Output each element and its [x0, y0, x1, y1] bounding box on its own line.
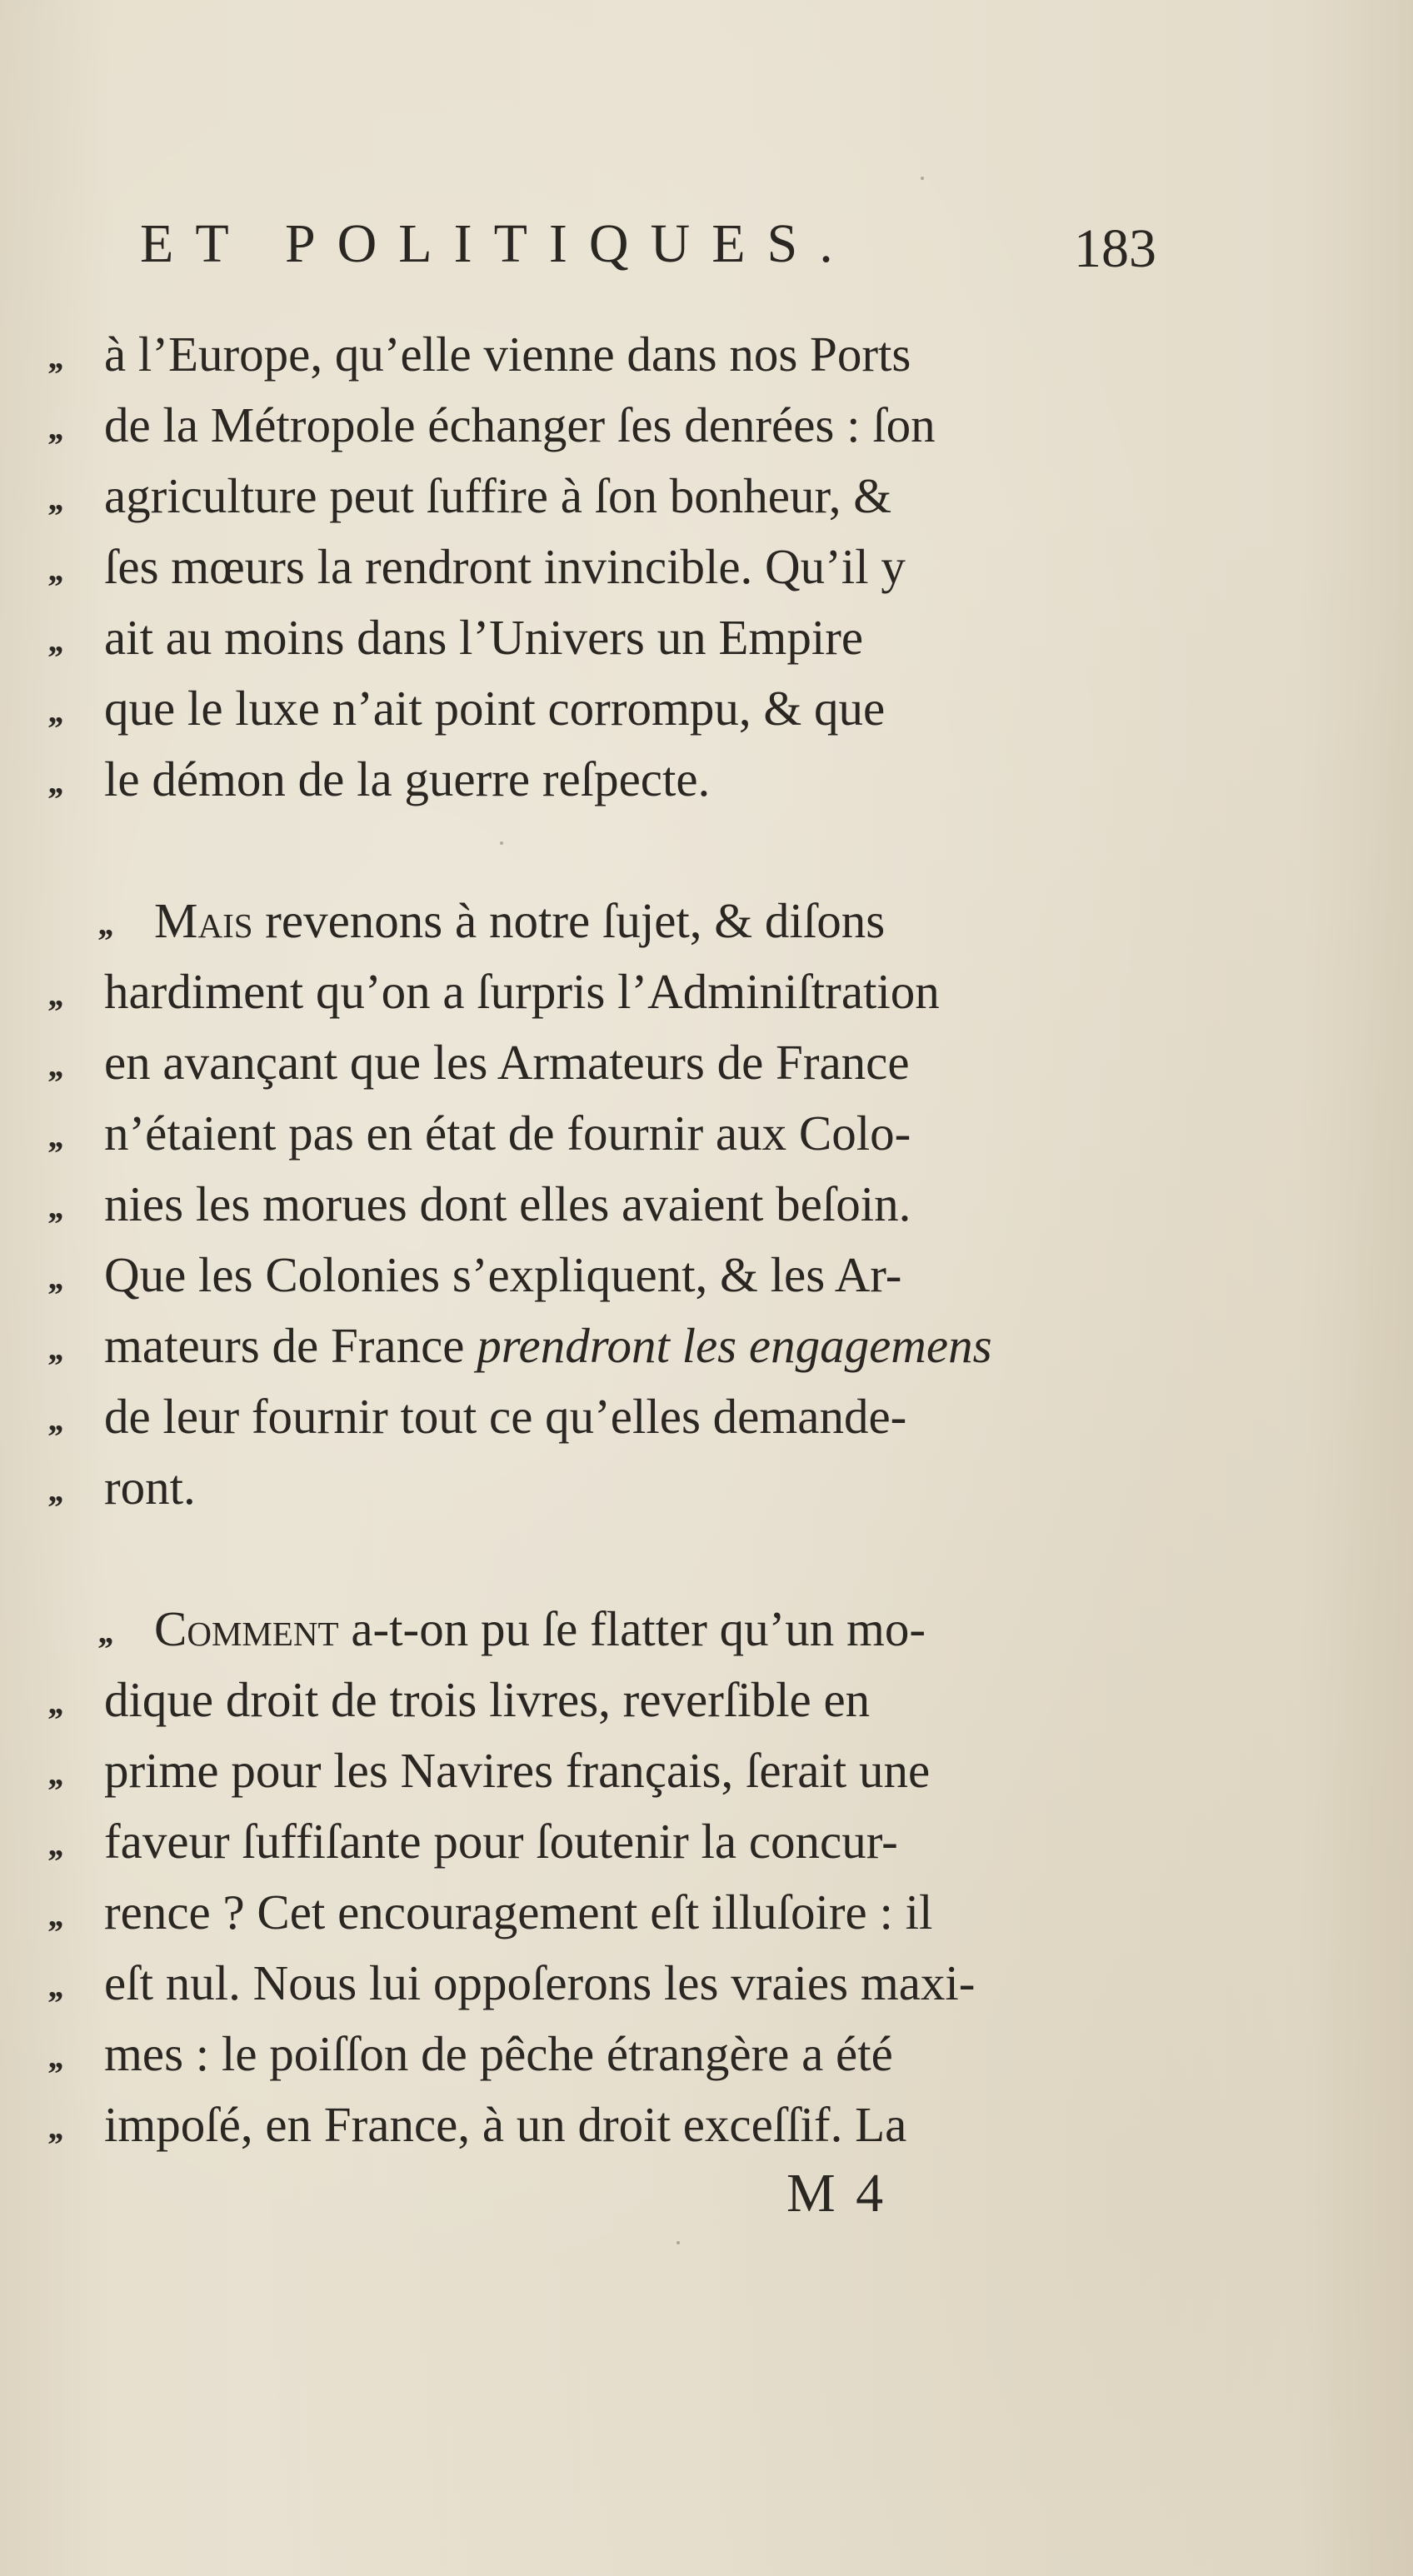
line-text — [104, 1945, 975, 2020]
text-line — [48, 529, 1215, 604]
quotation-mark: ,, — [48, 1471, 62, 1509]
quotation-mark: ,, — [48, 1400, 62, 1438]
text-line — [48, 1875, 1215, 1949]
line-text — [104, 1662, 870, 1737]
line-text — [104, 1166, 911, 1241]
line-text — [104, 1804, 898, 1879]
quotation-mark: ,, — [48, 763, 62, 801]
italic-phrase: prendront les engagemens — [477, 1318, 992, 1373]
small-caps-word: Mais — [154, 893, 253, 948]
quotation-mark: ,, — [48, 1896, 62, 1934]
quotation-mark: ,, — [48, 1825, 62, 1863]
quotation-mark: ,, — [48, 1967, 62, 2004]
text-line — [98, 883, 1265, 958]
text-line — [48, 600, 1215, 675]
quotation-mark: ,, — [48, 551, 62, 588]
page-header — [140, 207, 1156, 282]
line-text — [154, 1591, 926, 1666]
text-line — [48, 1379, 1215, 1454]
text-line — [48, 1308, 1215, 1383]
line-text — [104, 1025, 910, 1100]
text-run: n’étaient pas en état de fournir aux Colo- — [104, 1106, 911, 1161]
text-line — [48, 954, 1215, 1029]
text-run: de la Métropole échanger ſes denrées : ſon — [104, 397, 936, 452]
line-text — [104, 387, 936, 462]
line-text — [104, 1237, 901, 1312]
quotation-mark: ,, — [48, 1259, 62, 1296]
text-line — [48, 1804, 1215, 1879]
text-line — [48, 317, 1215, 392]
catchword: M 4 — [786, 2163, 887, 2224]
quotation-mark: ,, — [98, 905, 112, 942]
text-run: nies les morues dont elles avaient beſoin. — [104, 1176, 911, 1231]
quotation-mark: ,, — [48, 480, 62, 517]
line-text — [104, 1875, 932, 1949]
text-line — [48, 458, 1215, 533]
quotation-mark: ,, — [48, 1117, 62, 1155]
running-title: ET POLITIQUES. — [140, 213, 855, 274]
text-line — [98, 1591, 1265, 1666]
text-run: revenons à notre ſujet, & diſons — [252, 893, 886, 948]
text-run: mes : le poiſſon de pêche étrangère a été — [104, 2026, 893, 2081]
text-run: dique droit de trois livres, reverſible en — [104, 1672, 871, 1727]
line-text — [104, 1379, 906, 1454]
line-text — [104, 1450, 196, 1525]
text-run: faveur ſuffiſante pour ſoutenir la concur- — [104, 1814, 898, 1869]
line-text — [104, 1308, 992, 1383]
quotation-mark: ,, — [48, 1188, 62, 1226]
text-line — [48, 1450, 1215, 1525]
line-text — [154, 883, 885, 958]
line-text — [104, 1096, 911, 1171]
text-run: rence ? Cet encouragement eſt illuſoire : il — [104, 1885, 933, 1939]
line-text — [104, 458, 891, 533]
text-run: ſes mœurs la rendront invincible. Qu’il y — [104, 539, 906, 594]
text-line — [48, 387, 1215, 462]
text-line — [48, 1096, 1215, 1171]
page-number: 183 — [1074, 218, 1156, 279]
text-run: agriculture peut ſuffire à ſon bonheur, & — [104, 468, 892, 523]
text-line — [48, 1945, 1215, 2020]
line-text — [104, 2016, 893, 2091]
text-run: en avançant que les Armateurs de France — [104, 1035, 910, 1090]
line-text — [104, 741, 710, 816]
text-run: eſt nul. Nous lui oppoſerons les vraies maxi- — [104, 1955, 976, 2010]
quotation-mark: ,, — [48, 338, 62, 376]
quotation-mark: ,, — [48, 692, 62, 730]
text-line — [48, 1733, 1215, 1808]
text-run: hardiment qu’on a ſurpris l’Adminiſtration — [104, 964, 940, 1019]
line-text — [104, 671, 885, 746]
line-text — [104, 1733, 930, 1808]
text-run: a-t-on pu ſe flatter qu’un mo- — [338, 1601, 926, 1656]
line-text — [104, 529, 906, 604]
line-text — [104, 600, 863, 675]
quotation-mark: ,, — [48, 2038, 62, 2075]
line-text — [104, 954, 940, 1029]
quotation-mark: ,, — [48, 2109, 62, 2146]
text-line — [48, 2016, 1215, 2091]
quotation-mark: ,, — [98, 1613, 112, 1650]
text-line — [48, 1237, 1215, 1312]
text-line — [48, 741, 1215, 816]
text-run: mateurs de France — [104, 1318, 477, 1373]
text-run: prime pour les Navires français, ſerait une — [104, 1743, 931, 1798]
text-run: le démon de la guerre reſpecte. — [104, 751, 711, 806]
text-run: impoſé, en France, à un droit exceſſif. La — [104, 2097, 907, 2152]
paper-speck — [921, 177, 924, 180]
text-run: Que les Colonies s’expliquent, & les Ar- — [104, 1247, 902, 1302]
text-run: que le luxe n’ait point corrompu, & que — [104, 681, 886, 736]
text-line — [48, 1166, 1215, 1241]
quotation-mark: ,, — [48, 1684, 62, 1721]
line-text — [104, 317, 911, 392]
quotation-mark: ,, — [48, 1330, 62, 1367]
text-run: de leur fournir tout ce qu’elles demande- — [104, 1389, 907, 1444]
quotation-mark: ,, — [48, 622, 62, 659]
text-line — [48, 1025, 1215, 1100]
text-line — [48, 2087, 1215, 2162]
paper-speck — [677, 2241, 680, 2244]
text-run: ait au moins dans l’Univers un Empire — [104, 610, 864, 665]
text-run: à l’Europe, qu’elle vienne dans nos Ports — [104, 327, 911, 382]
quotation-mark: ,, — [48, 1046, 62, 1084]
text-line — [48, 1662, 1215, 1737]
small-caps-word: Comment — [154, 1601, 339, 1656]
text-line — [48, 671, 1215, 746]
text-run: ront. — [104, 1460, 196, 1515]
quotation-mark: ,, — [48, 409, 62, 447]
quotation-mark: ,, — [48, 976, 62, 1013]
paper-speck — [500, 841, 503, 845]
quotation-mark: ,, — [48, 1755, 62, 1792]
line-text — [104, 2087, 906, 2162]
